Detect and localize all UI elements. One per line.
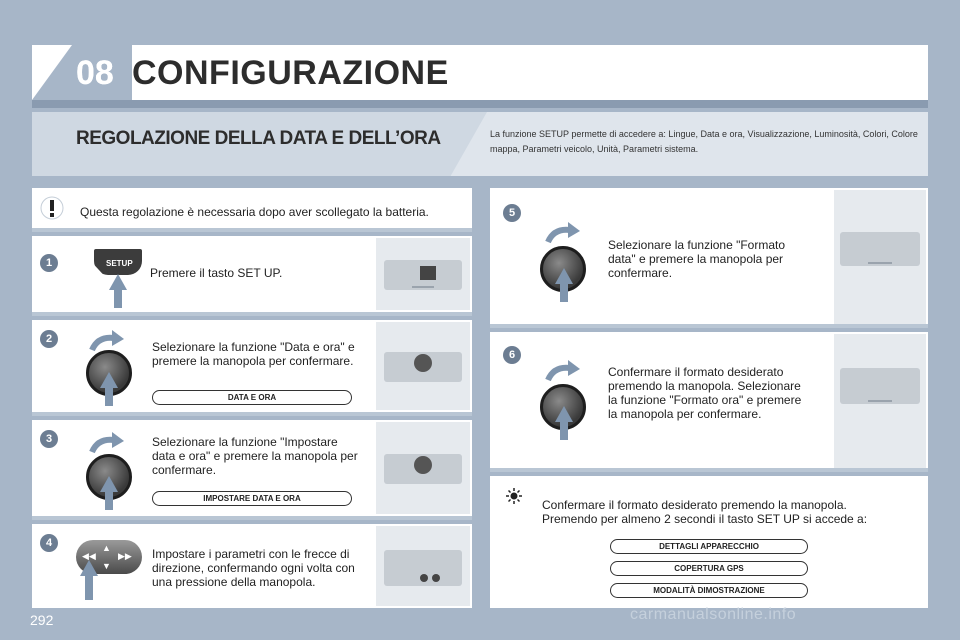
header-shadow: [32, 100, 928, 108]
section-description: La funzione SETUP permette di accedere a: Lingue, Data e ora, Visualizzazione, Luminosità, Colori, Colore mappa, Parametri veicolo, Unità, Parametri sistema.: [490, 129, 918, 154]
step-number-2: 2: [40, 330, 58, 348]
step-number-5: 5: [503, 204, 521, 222]
menu-pill-dettagli-apparecchio: DETTAGLI APPARECCHIO: [610, 539, 808, 554]
radio-image-6: [834, 334, 926, 468]
step-text-5: Selezionare la funzione "Formato data" e premere la manopola per confermare.: [608, 238, 786, 280]
step-number-1: 1: [40, 254, 58, 272]
step-number-6: 6: [503, 346, 521, 364]
section-title: REGOLAZIONE DELLA DATA E DELL’ORA: [76, 128, 441, 149]
radio-image-3: [376, 422, 470, 514]
press-arrow-icon: [100, 476, 118, 510]
radio-image-1: [376, 238, 470, 310]
setup-key-label: SETUP: [106, 259, 133, 268]
tip-text: Confermare il formato desiderato premendo la manopola. Premendo per almeno 2 secondi il tasto SET UP si accede a:: [542, 498, 868, 526]
radio-image-5: [834, 190, 926, 324]
watermark: carmanualsonline.info: [630, 606, 797, 623]
menu-pill-modalita-dimostrazione: MODALITÀ DIMOSTRAZIONE: [610, 583, 808, 598]
step-text-4: Impostare i parametri con le frecce di direzione, confermando ogni volta con una pressione della manopola.: [152, 547, 355, 589]
press-arrow-icon: [100, 372, 118, 406]
step-text-3: Selezionare la funzione "Impostare data e ora" e premere la manopola per confermare.: [152, 435, 358, 477]
press-arrow-icon: [109, 274, 127, 308]
press-arrow-icon: [80, 560, 98, 600]
step-number-4: 4: [40, 534, 58, 552]
step-text-6: Confermare il formato desiderato premendo la manopola. Selezionare la funzione "Formato ora" e premere la manopola per confermare.: [608, 365, 802, 421]
warning-icon: [40, 196, 64, 220]
radio-image-2: [376, 322, 470, 410]
step-number-3: 3: [40, 430, 58, 448]
menu-pill-data-e-ora: DATA E ORA: [152, 390, 352, 405]
press-arrow-icon: [555, 406, 573, 440]
press-arrow-icon: [555, 268, 573, 302]
menu-pill-copertura-gps: COPERTURA GPS: [610, 561, 808, 576]
step-text-1: Premere il tasto SET UP.: [150, 266, 283, 280]
radio-image-4: [376, 526, 470, 606]
tip-sun-icon: [504, 486, 524, 506]
warning-text: Questa regolazione è necessaria dopo aver scollegato la batteria.: [80, 205, 429, 219]
chapter-number: 08: [76, 54, 114, 92]
page-number: 292: [30, 612, 54, 628]
step-text-2: Selezionare la funzione "Data e ora" e premere la manopola per confermare.: [152, 340, 355, 368]
direction-keys-icon: ▲ ▼ ◀◀ ▶▶: [76, 540, 142, 574]
page-title: CONFIGURAZIONE: [132, 54, 449, 92]
menu-pill-impostare-data-e-ora: IMPOSTARE DATA E ORA: [152, 491, 352, 506]
